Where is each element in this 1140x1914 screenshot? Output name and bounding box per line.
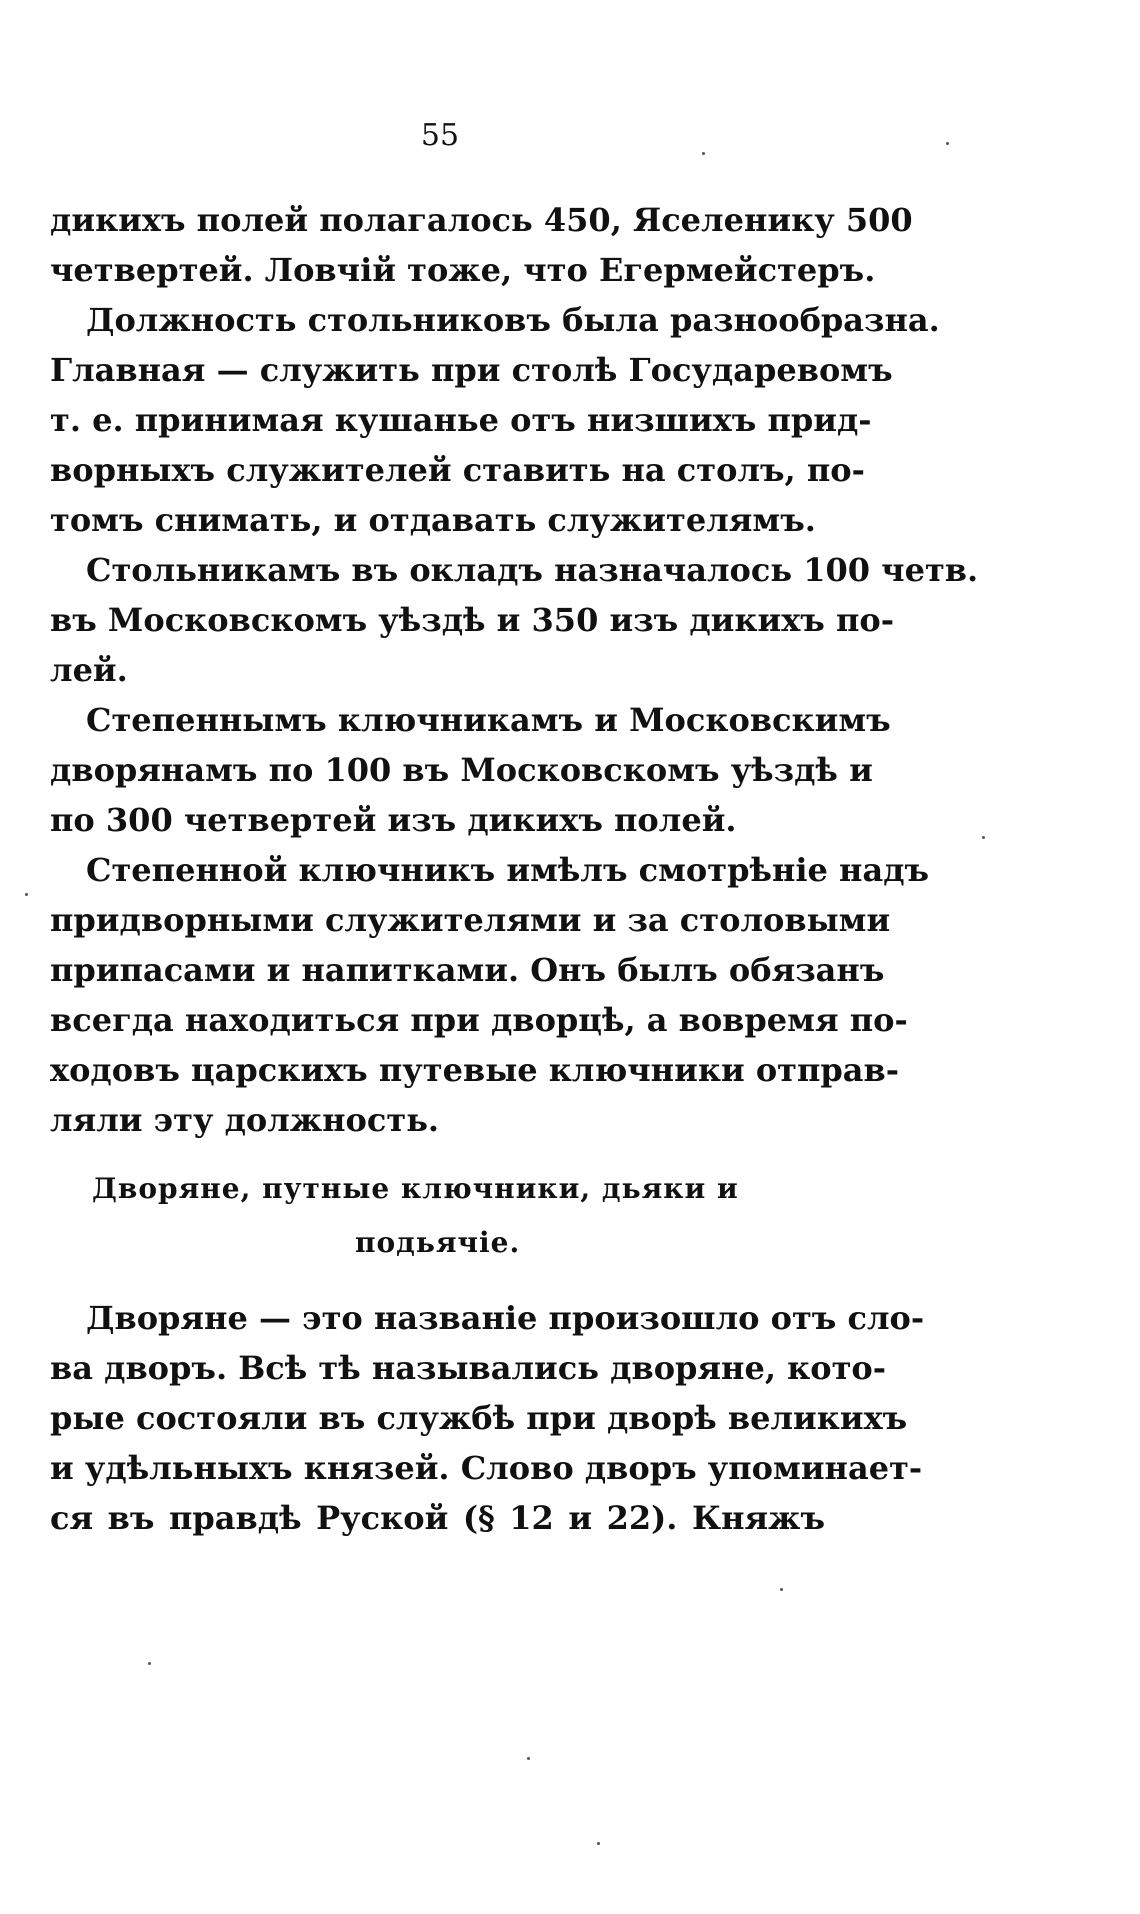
text-line: въ Московскомъ уѣздѣ и 350 изъ дикихъ по-: [50, 601, 895, 639]
text-line: Степеннымъ ключникамъ и Московскимъ: [86, 701, 891, 739]
text-line: лей.: [50, 651, 128, 689]
text-line: и удѣльныхъ князей. Слово дворъ упоминает-: [50, 1449, 923, 1487]
section-heading-line-1: Дворяне, путные ключники, дьяки и: [92, 1172, 739, 1205]
text-line: Должность стольниковъ была разнообразна.: [86, 301, 940, 339]
scan-speck: [982, 836, 985, 839]
scan-speck: [597, 1842, 600, 1845]
text-line: припасами и напитками. Онъ былъ обязанъ: [50, 951, 885, 989]
text-line: рые состояли въ службѣ при дворѣ великихъ: [50, 1399, 908, 1437]
text-line: всегда находиться при дворцѣ, а вовремя по-: [50, 1001, 908, 1039]
text-line: т. е. принимая кушанье отъ низшихъ прид-: [50, 401, 872, 439]
text-line: дикихъ полей полагалось 450, Яселенику 500: [50, 201, 913, 239]
scan-speck: [780, 1588, 783, 1591]
text-line: Степенной ключникъ имѣлъ смотрѣніе надъ: [86, 851, 930, 889]
text-line: четвертей. Ловчій тоже, что Егермейстеръ.: [50, 251, 876, 289]
text-line: Стольникамъ въ окладъ назначалось 100 четв.: [86, 551, 979, 589]
text-line: томъ снимать, и отдавать служителямъ.: [50, 501, 816, 539]
text-line: придворными служителями и за столовыми: [50, 901, 891, 939]
text-line: ва дворъ. Всѣ тѣ назывались дворяне, кото-: [50, 1349, 887, 1387]
scan-speck: [148, 1662, 151, 1665]
text-line: дворянамъ по 100 въ Московскомъ уѣздѣ и: [50, 751, 873, 789]
text-line: ся въ правдѣ Руской (§ 12 и 22). Княжъ: [50, 1499, 825, 1537]
text-line: ворныхъ служителей ставить на столъ, по-: [50, 451, 865, 489]
scan-speck: [25, 893, 28, 896]
text-line: Главная — служить при столѣ Государевомъ: [50, 351, 893, 389]
text-line: ляли эту должность.: [50, 1101, 440, 1139]
text-line: ходовъ царскихъ путевые ключники отправ-: [50, 1051, 900, 1089]
text-line: Дворяне — это названіе произошло отъ сло-: [86, 1299, 925, 1337]
scan-speck: [527, 1757, 530, 1760]
scan-speck: [946, 142, 949, 145]
page-number: 55: [420, 118, 460, 153]
scan-speck: [702, 152, 705, 155]
text-line: по 300 четвертей изъ дикихъ полей.: [50, 801, 737, 839]
section-heading-line-2: подьячіе.: [355, 1226, 521, 1259]
